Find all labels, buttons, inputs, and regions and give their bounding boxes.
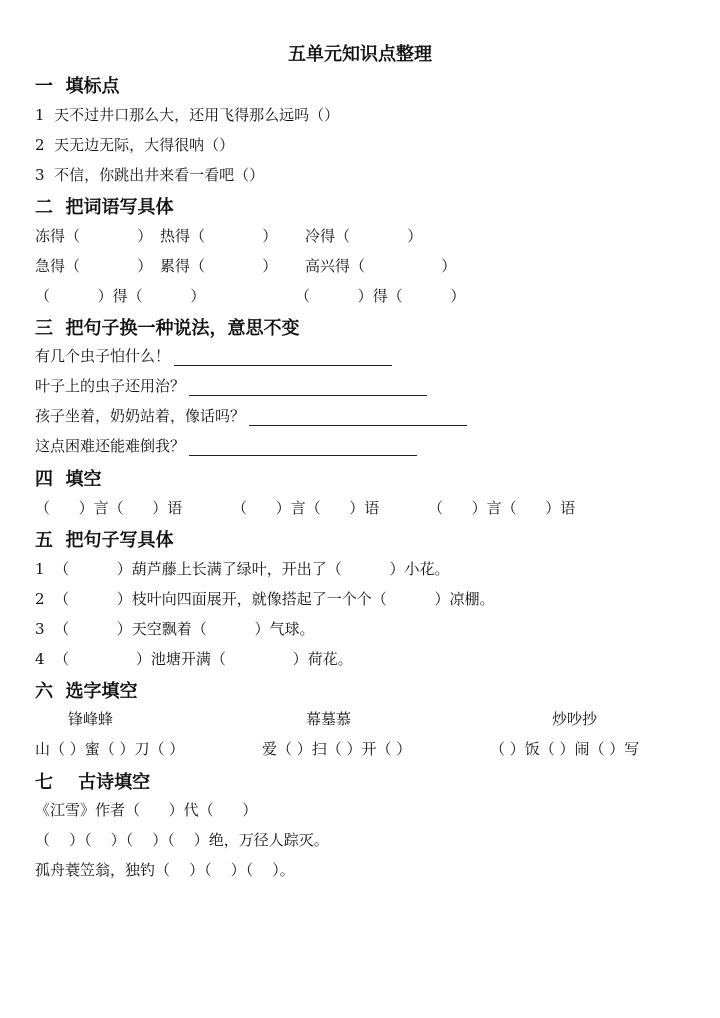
section-4-heading: 四 填空 bbox=[35, 469, 102, 490]
answer-underline bbox=[189, 379, 427, 396]
word-blank: （ ）得（ ） bbox=[295, 287, 466, 305]
rewrite-prompt: 叶子上的虫子还用治？ bbox=[35, 377, 186, 395]
rewrite-prompt: 孩子坐着，奶奶站着，像话吗？ bbox=[35, 407, 246, 425]
poem-line: 《江雪》作者（ ）代（ ） bbox=[35, 801, 258, 819]
answer-underline bbox=[189, 439, 417, 456]
section-7-heading: 七 古诗填空 bbox=[35, 772, 151, 793]
poem-line: 孤舟蓑笠翁，独钓（ ）（ ）（ ）。 bbox=[35, 861, 295, 879]
word-blank: 高兴得（ ） bbox=[305, 257, 457, 275]
char-blanks: 爱（ ）扫（ ）开（ ） bbox=[262, 740, 412, 758]
section-2-heading: 二 把词语写具体 bbox=[35, 197, 174, 218]
section-1-heading: 一 填标点 bbox=[35, 76, 120, 97]
section-3-heading: 三 把句子换一种说法，意思不变 bbox=[35, 318, 300, 339]
char-choices: 幕墓慕 bbox=[306, 710, 352, 728]
idiom-blank: （ ）言（ ）语 bbox=[232, 499, 380, 517]
rewrite-line bbox=[35, 375, 427, 396]
question-line: 2 天无边无际，大得很呐（） bbox=[35, 136, 235, 154]
char-blanks: （ ）饭（ ）闹（ ）写 bbox=[490, 740, 640, 758]
page-title: 五单元知识点整理 bbox=[288, 44, 432, 65]
poem-line: （ ）（ ）（ ）（ ）绝，万径人踪灭。 bbox=[35, 831, 329, 849]
question-line: 4 （ ）池塘开满（ ）荷花。 bbox=[35, 650, 353, 668]
char-choices: 锋峰蜂 bbox=[68, 710, 114, 728]
word-blank: （ ）得（ ） bbox=[35, 287, 206, 305]
rewrite-prompt: 有几个虫子怕什么！ bbox=[35, 347, 171, 365]
char-choices: 炒吵抄 bbox=[552, 710, 598, 728]
word-blank: 累得（ ） bbox=[160, 257, 278, 275]
word-blank: 热得（ ） bbox=[160, 227, 278, 245]
word-blank: 冷得（ ） bbox=[305, 227, 423, 245]
char-blanks: 山（ ）蜜（ ）刀（ ） bbox=[35, 740, 185, 758]
answer-underline bbox=[249, 409, 467, 426]
idiom-blank: （ ）言（ ）语 bbox=[35, 499, 183, 517]
question-line: 2 （ ）枝叶向四面展开，就像搭起了一个个（ ）凉棚。 bbox=[35, 590, 495, 608]
question-line: 3 不信，你跳出井来看一看吧（） bbox=[35, 166, 265, 184]
rewrite-line bbox=[35, 435, 417, 456]
word-blank: 冻得（ ） bbox=[35, 227, 153, 245]
rewrite-prompt: 这点困难还能难倒我？ bbox=[35, 437, 186, 455]
question-line: 1 天不过井口那么大，还用飞得那么远吗（） bbox=[35, 106, 340, 124]
answer-underline bbox=[174, 349, 392, 366]
section-6-heading: 六 选字填空 bbox=[35, 681, 138, 702]
question-line: 1 （ ）葫芦藤上长满了绿叶，开出了（ ）小花。 bbox=[35, 560, 450, 578]
idiom-blank: （ ）言（ ）语 bbox=[428, 499, 576, 517]
question-line: 3 （ ）天空飘着（ ）气球。 bbox=[35, 620, 315, 638]
section-5-heading: 五 把句子写具体 bbox=[35, 530, 174, 551]
word-blank: 急得（ ） bbox=[35, 257, 153, 275]
rewrite-line bbox=[35, 345, 392, 366]
rewrite-line bbox=[35, 405, 467, 426]
